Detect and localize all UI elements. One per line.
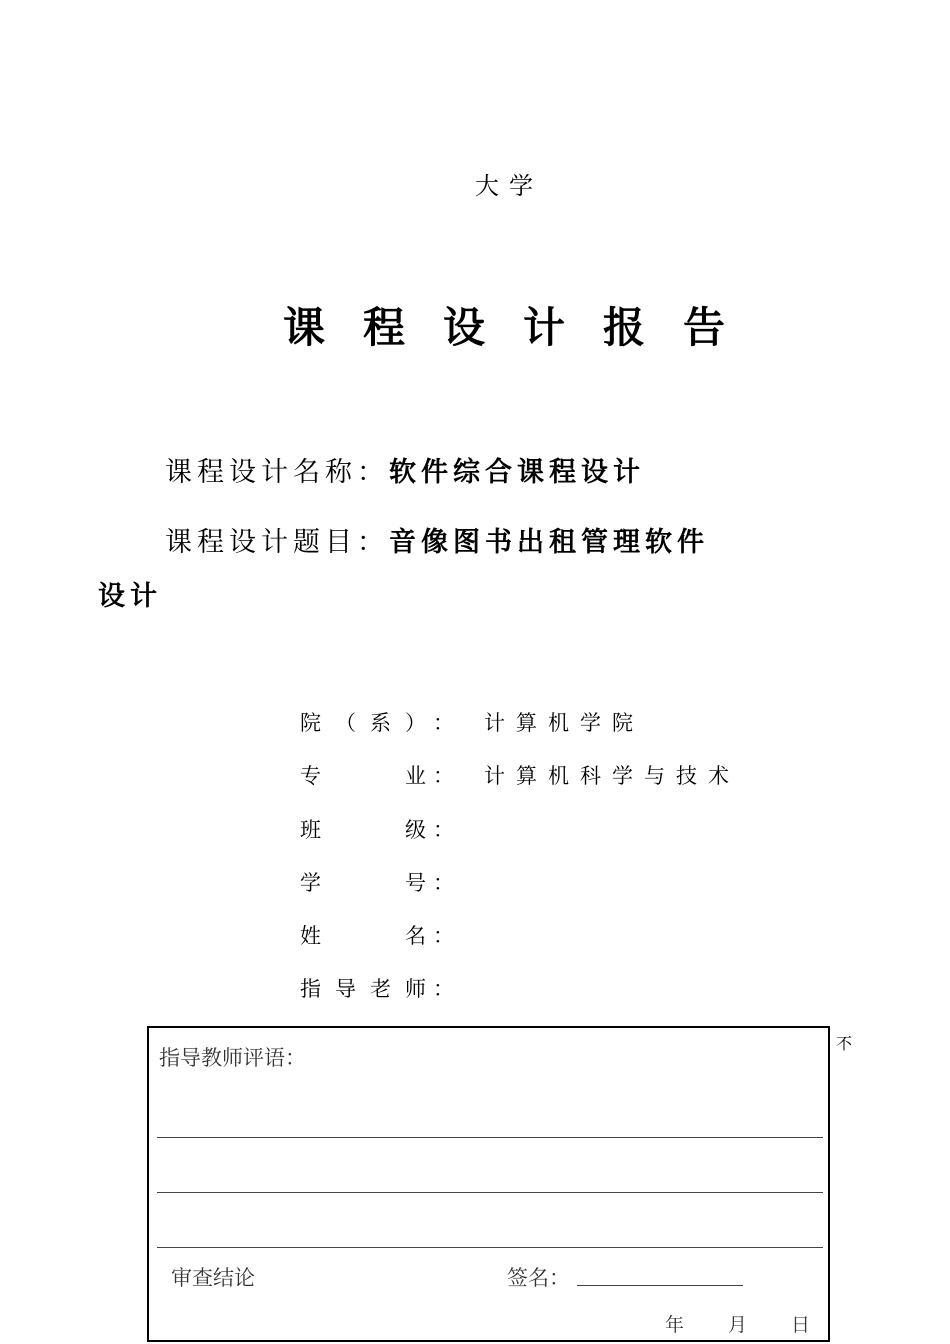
field-row-department (300, 707, 760, 737)
course-name-value: 软件综合课程设计 (389, 457, 645, 488)
field-label: 学号 (300, 871, 426, 895)
field-label: 指导老师 (300, 977, 426, 1001)
report-title: 课程设计报告 (283, 303, 764, 352)
field-colon: ： (433, 871, 454, 895)
field-row-major (300, 760, 760, 790)
date-row (665, 1310, 810, 1337)
field-colon: ： (433, 924, 454, 948)
comment-line (157, 1247, 823, 1248)
field-colon: ： (433, 711, 454, 735)
course-name-row (165, 450, 645, 489)
stray-character: 不 (836, 1034, 853, 1053)
field-colon: ： (433, 764, 454, 788)
review-conclusion-label: 审查结论 (171, 1266, 255, 1290)
field-label: 班级 (300, 818, 426, 842)
date-day: 日 (791, 1314, 811, 1336)
course-topic-label: 课程设计题目： (165, 527, 389, 558)
course-topic-value: 音像图书出租管理软件 (389, 527, 709, 558)
field-colon: ： (433, 818, 454, 842)
field-value: 计算机学院 (484, 711, 644, 735)
signature-label: 签名： (507, 1266, 570, 1290)
advisor-comment-label: 指导教师评语： (159, 1046, 306, 1070)
signature-line (577, 1285, 743, 1286)
field-value: 计算机科学与技术 (484, 764, 740, 788)
date-month: 月 (728, 1314, 748, 1336)
course-name-label: 课程设计名称： (165, 457, 389, 488)
field-row-name (300, 920, 760, 950)
comment-line (157, 1137, 823, 1138)
field-row-student-id (300, 867, 760, 897)
university-name: 大学 (475, 172, 543, 200)
field-row-class (300, 814, 760, 844)
field-label: 专业 (300, 764, 426, 788)
field-label: 姓名 (300, 924, 426, 948)
course-topic-row (165, 520, 709, 559)
course-topic-continuation: 设计 (98, 581, 162, 612)
review-box (147, 1026, 830, 1342)
field-colon: ： (433, 977, 454, 1001)
field-row-advisor (300, 973, 760, 1003)
field-label: 院（系） (300, 711, 426, 735)
date-year: 年 (665, 1314, 685, 1336)
comment-line (157, 1192, 823, 1193)
